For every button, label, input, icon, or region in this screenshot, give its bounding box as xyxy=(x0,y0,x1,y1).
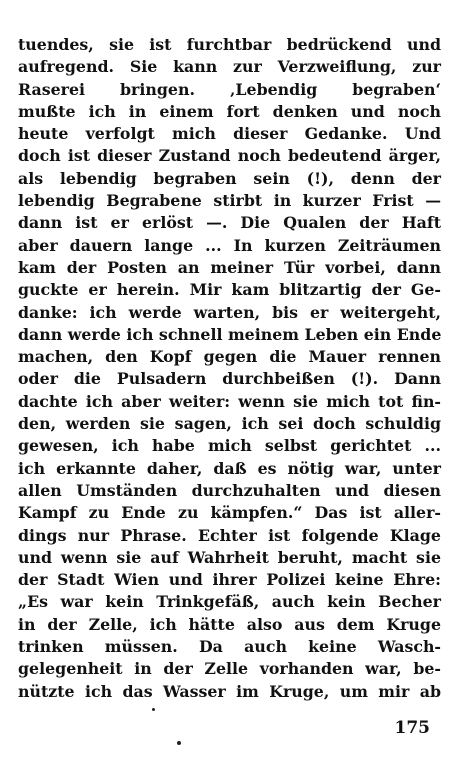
print-speck xyxy=(177,741,181,745)
text-line: nützte ich das Wasser im Kruge, um mir ab xyxy=(18,681,441,701)
text-line: Kampf zu Ende zu kämpfen.“ Das ist aller- xyxy=(18,503,441,523)
text-line: als lebendig begraben sein (!), denn der xyxy=(18,168,441,188)
text-line: in der Zelle, ich hätte also aus dem Kruge xyxy=(18,614,441,634)
text-line: aber dauern lange ... In kurzen Zeiträumen xyxy=(18,235,441,255)
text-line: „Es war kein Trinkgefäß, auch kein Becher xyxy=(18,592,441,612)
text-line: und wenn sie auf Wahrheit beruht, macht sie xyxy=(18,547,441,567)
page-number: 175 xyxy=(394,718,430,738)
text-line: Raserei bringen. ‚Lebendig begraben‘ xyxy=(18,79,441,99)
text-line: lebendig Begrabene stirbt in kurzer Frist — xyxy=(18,191,441,211)
text-line: gewesen, ich habe mich selbst gerichtet ... xyxy=(18,436,441,456)
text-line: guckte er herein. Mir kam blitzartig der Ge- xyxy=(18,280,441,300)
text-line: tuendes, sie ist furchtbar bedrückend und xyxy=(18,35,441,54)
text-line: allen Umständen durchzuhalten und diesen xyxy=(18,480,441,500)
text-line: trinken müssen. Da auch keine Wasch- xyxy=(18,637,441,657)
text-line: gelegenheit in der Zelle vorhanden war, be- xyxy=(18,659,441,679)
text-line: mußte ich in einem fort denken und noch xyxy=(18,101,441,121)
text-line: den, werden sie sagen, ich sei doch schuldig xyxy=(18,414,441,434)
text-line: machen, den Kopf gegen die Mauer rennen xyxy=(18,347,441,367)
text-line: dann ist er erlöst —. Die Qualen der Haft xyxy=(18,213,441,233)
text-line: dann werde ich schnell meinem Leben ein Ende xyxy=(18,324,442,344)
body-text xyxy=(18,34,441,703)
text-line: ich erkannte daher, daß es nötig war, unter xyxy=(18,458,441,478)
text-line: dings nur Phrase. Echter ist folgende Klage xyxy=(18,525,441,545)
text-line: dachte ich aber weiter: wenn sie mich tot fin- xyxy=(18,391,441,411)
text-line: der Stadt Wien und ihrer Polizei keine Ehre: xyxy=(18,570,441,590)
text-line: oder die Pulsadern durchbeißen (!). Dann xyxy=(18,369,441,389)
text-line: heute verfolgt mich dieser Gedanke. Und xyxy=(18,124,441,144)
text-line: kam der Posten an meiner Tür vorbei, dann xyxy=(18,257,441,277)
text-line: aufregend. Sie kann zur Verzweiflung, zur xyxy=(18,57,441,77)
text-line: danke: ich werde warten, bis er weitergeht, xyxy=(18,302,441,322)
text-line: doch ist dieser Zustand noch bedeutend ärger, xyxy=(18,146,441,166)
print-speck xyxy=(152,708,155,711)
